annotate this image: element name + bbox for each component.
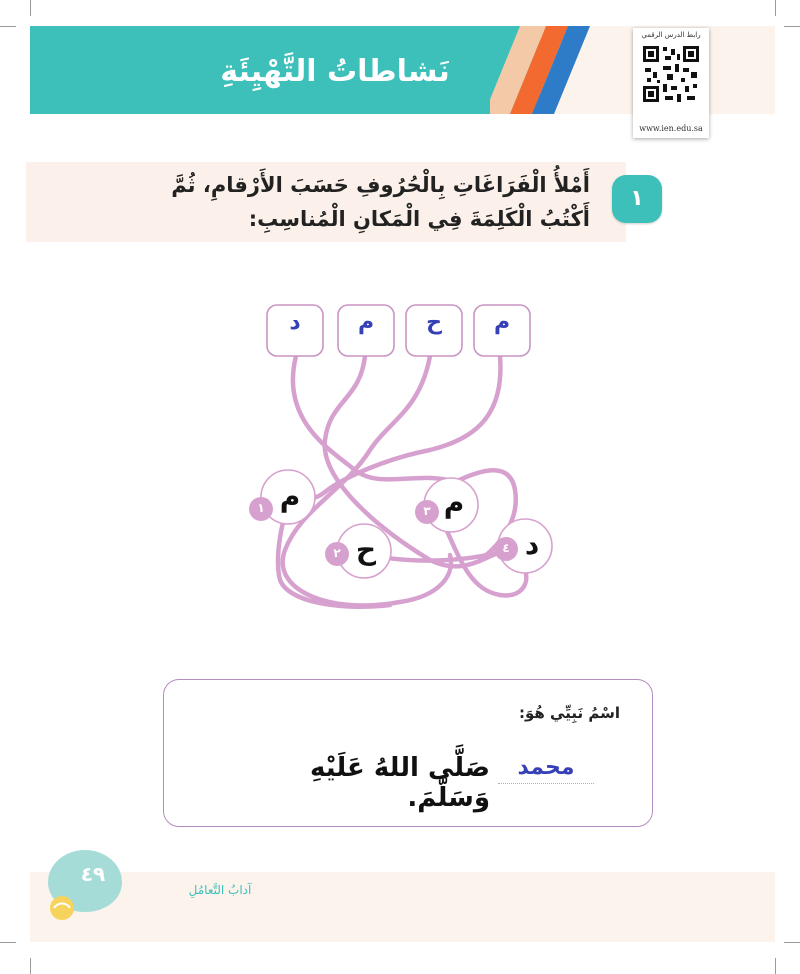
unit-title: آدابُ التَّعامُلِ	[188, 883, 252, 897]
circle-number-1: ١	[257, 501, 265, 515]
circle-letter-3: م	[443, 486, 465, 519]
circle-letter-4: د	[524, 528, 540, 561]
top-box-letter-3: ح	[426, 310, 442, 335]
top-box-letter-1: د	[289, 310, 301, 335]
qr-label: رابط الدرس الرقمي	[641, 31, 701, 39]
question-number-badge: ١	[612, 175, 662, 223]
page-number: ٤٩	[80, 862, 106, 886]
prophet-name-label: اسْمُ نَبِيِّي هُوَ:	[519, 704, 620, 722]
circle-number-2: ٢	[333, 546, 341, 560]
circle-number-3: ٣	[423, 504, 431, 518]
top-box-letter-4: م	[493, 310, 511, 335]
top-box-letter-2: م	[357, 310, 375, 335]
circle-number-4: ٤	[502, 541, 510, 555]
page-title: نَشاطاتُ التَّهْيِئَةِ	[220, 54, 450, 89]
circle-letter-1: م	[279, 480, 301, 513]
salutation-phrase: صَلَّى اللهُ عَلَيْهِ وَسَلَّمَ.	[310, 753, 490, 813]
footer-bar	[30, 872, 775, 942]
instruction-line-1: أَمْلأُ الْفَرَاغَاتِ بِالْحُرُوفِ حَسَبَ الأَرْقامِ، ثُمَّ	[171, 173, 590, 197]
instruction-line-2: أَكْتُبُ الْكَلِمَةَ فِي الْمَكانِ الْمُناسِبِ:	[248, 207, 590, 231]
qr-url: www.ien.edu.sa	[639, 124, 703, 133]
circle-letter-2: ح	[355, 533, 377, 566]
answer-field[interactable]: محمد	[498, 753, 594, 784]
